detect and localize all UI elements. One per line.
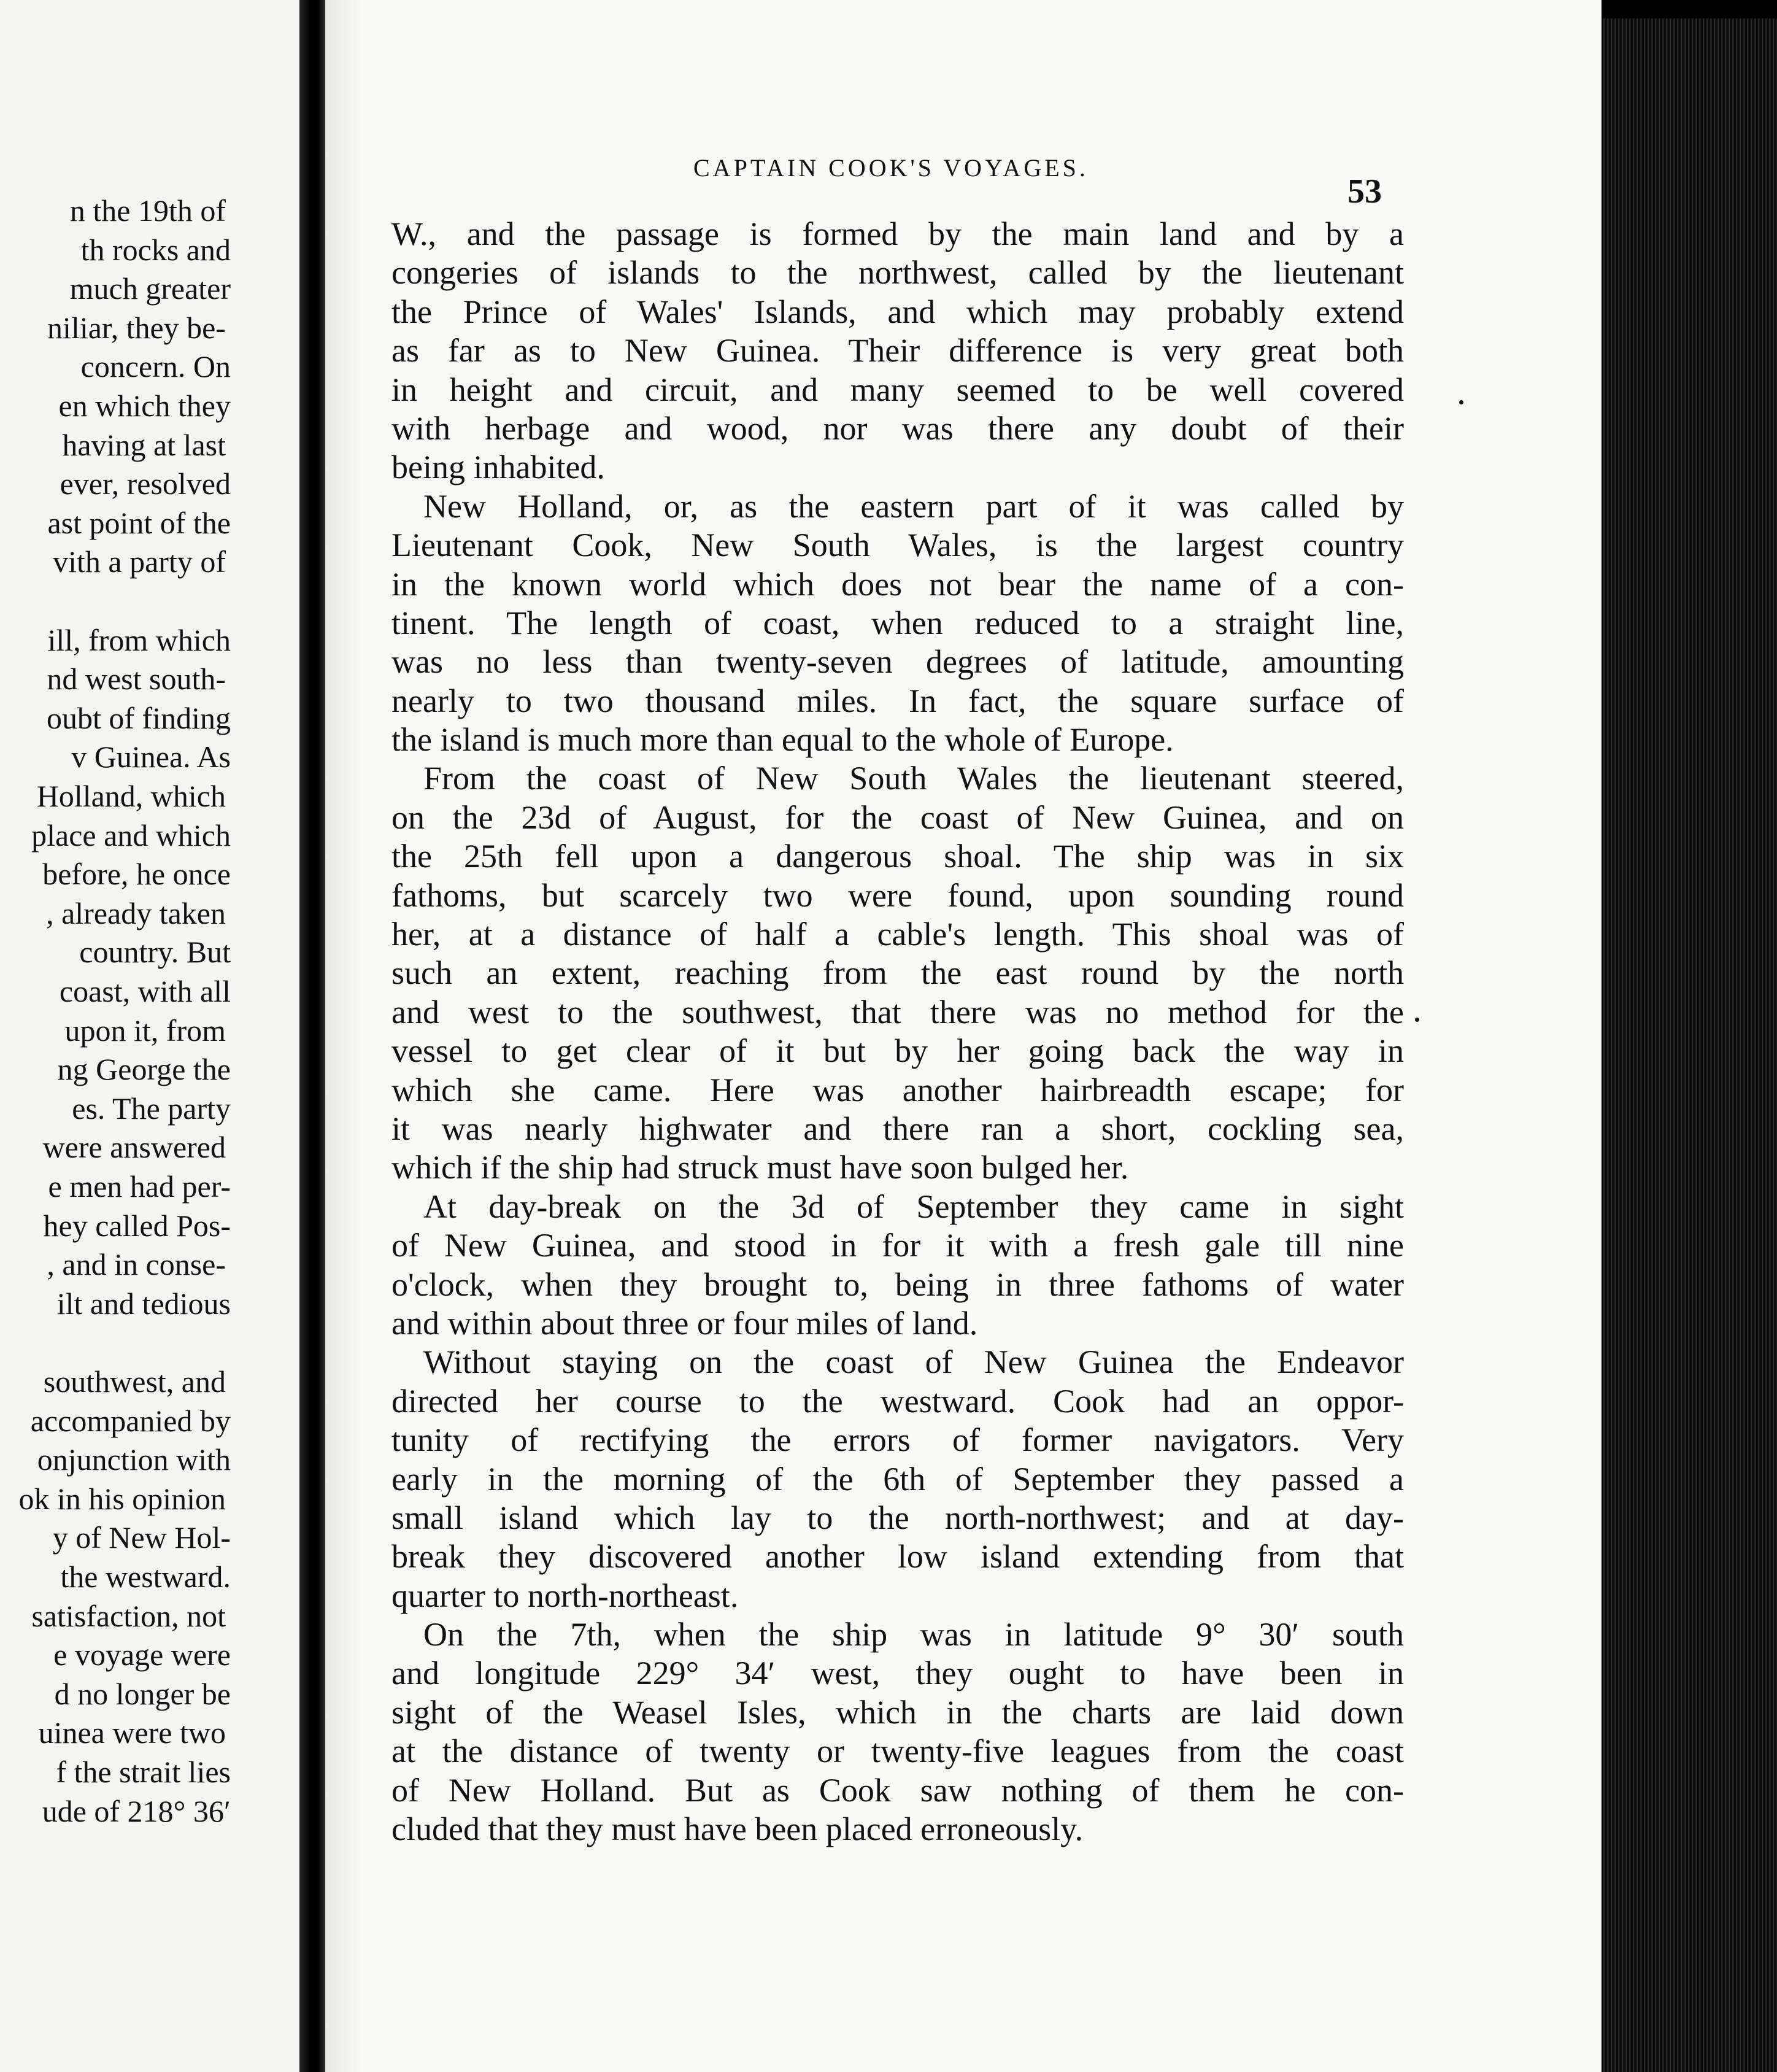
- text-line: fathoms, but scarcely two were found, upon sounding round: [391, 876, 1404, 914]
- left-text-line: e voyage were: [53, 1637, 231, 1672]
- text-line: small island which lay to the north-northwest; and at day-: [391, 1499, 1404, 1536]
- text-line: was no less than twenty-seven degrees of latitude, amounting: [391, 643, 1404, 681]
- left-text-line: es. The party: [72, 1091, 231, 1126]
- text-line: such an extent, reaching from the east round by the north: [391, 954, 1404, 992]
- running-head: CAPTAIN COOK'S VOYAGES.: [693, 154, 1089, 182]
- text-line: of New Guinea, and stood in for it with a fresh gale till nine: [391, 1227, 1404, 1264]
- text-line: of New Holland. But as Cook saw nothing of them he con-: [391, 1771, 1404, 1809]
- text-line: quarter to north-northeast.: [391, 1577, 739, 1614]
- left-text-line: y of New Hol-: [52, 1520, 231, 1555]
- left-text-line: e men had per-: [48, 1169, 231, 1204]
- text-line: her, at a distance of half a cable's length. This shoal was of: [391, 916, 1404, 953]
- right-page: [325, 0, 1602, 2072]
- left-text-line: d no longer be: [54, 1676, 231, 1711]
- left-text-line: satisfaction, not: [31, 1598, 226, 1633]
- left-text-line: th rocks and: [80, 232, 231, 267]
- book-gutter: [299, 0, 326, 2072]
- text-line: which she came. Here was another hairbreadth escape; for: [391, 1071, 1404, 1108]
- left-text-line: nd west south-: [47, 662, 226, 697]
- page-edges: [1602, 18, 1777, 2072]
- left-text-line: ast point of the: [47, 505, 231, 540]
- text-line: congeries of islands to the northwest, called by the lieutenant: [391, 254, 1404, 292]
- text-line: in the known world which does not bear the name of a con-: [391, 565, 1404, 603]
- left-text-line: having at last: [62, 427, 226, 462]
- left-text-line: accompanied by: [30, 1403, 231, 1438]
- text-line: which if the ship had struck must have soon bulged her.: [391, 1149, 1129, 1186]
- scan-speck: [1415, 1018, 1419, 1022]
- scan-speck: [1459, 400, 1463, 404]
- page-number: 53: [1347, 172, 1382, 211]
- text-line: at the distance of twenty or twenty-five leagues from the coast: [391, 1733, 1404, 1770]
- left-page-text: [0, 0, 299, 2072]
- left-text-line: n the 19th of: [69, 193, 226, 228]
- text-line: break they discovered another low island extending from that: [391, 1538, 1404, 1575]
- left-text-line: , and in conse-: [47, 1247, 226, 1282]
- text-line: and longitude 229° 34′ west, they ought to have been in: [391, 1655, 1404, 1692]
- text-line: tinent. The length of coast, when reduced to a straight line,: [391, 604, 1404, 641]
- left-text-line: concern. On: [80, 349, 231, 384]
- left-text-line: , already taken: [46, 895, 226, 930]
- text-line: New Holland, or, as the eastern part of it was called by: [423, 487, 1404, 525]
- left-text-line: upon it, from: [64, 1013, 226, 1048]
- left-text-line: place and which: [31, 818, 231, 852]
- text-line: and west to the southwest, that there was no method for the: [391, 993, 1404, 1030]
- left-text-line: vith a party of: [53, 544, 226, 579]
- left-text-line: f the strait lies: [56, 1755, 231, 1789]
- text-line: the 25th fell upon a dangerous shoal. The ship was in six: [391, 838, 1404, 875]
- text-line: directed her course to the westward. Cook had an oppor-: [391, 1382, 1404, 1420]
- text-line: cluded that they must have been placed erroneously.: [391, 1811, 1084, 1848]
- left-text-line: oubt of finding: [47, 700, 231, 735]
- text-line: the Prince of Wales' Islands, and which may probably extend: [391, 293, 1404, 330]
- left-text-line: ng George the: [57, 1052, 231, 1087]
- left-text-line: ude of 218° 36′: [42, 1793, 231, 1828]
- left-text-line: southwest, and: [43, 1364, 226, 1399]
- text-line: the island is much more than equal to the whole of Europe.: [391, 721, 1174, 759]
- left-text-line: ever, resolved: [60, 466, 231, 501]
- left-page-fragment: [0, 0, 299, 2072]
- left-text-line: ilt and tedious: [56, 1286, 231, 1321]
- text-line: it was nearly highwater and there ran a short, cockling sea,: [391, 1110, 1404, 1147]
- left-text-line: niliar, they be-: [47, 310, 226, 345]
- text-line: early in the morning of the 6th of September they passed a: [391, 1460, 1404, 1498]
- text-line: sight of the Weasel Isles, which in the charts are laid down: [391, 1693, 1404, 1731]
- text-line: being inhabited.: [391, 449, 605, 486]
- text-line: and within about three or four miles of land.: [391, 1304, 978, 1342]
- left-text-line: country. But: [79, 935, 231, 970]
- left-text-line: the westward.: [60, 1560, 231, 1594]
- text-line: W., and the passage is formed by the main land and by a: [391, 215, 1404, 252]
- left-text-line: en which they: [58, 388, 231, 423]
- text-line: Without staying on the coast of New Guinea the Endeavor: [423, 1343, 1404, 1381]
- text-line: tunity of rectifying the errors of former navigators. Very: [391, 1421, 1404, 1459]
- text-line: nearly to two thousand miles. In fact, the square surface of: [391, 682, 1404, 719]
- left-text-line: coast, with all: [59, 974, 231, 1008]
- text-line: Lieutenant Cook, New South Wales, is the largest country: [391, 527, 1404, 564]
- text-line: vessel to get clear of it but by her going back the way in: [391, 1032, 1404, 1070]
- left-text-line: before, he once: [42, 857, 231, 892]
- text-line: in height and circuit, and many seemed to be well covered: [391, 371, 1404, 408]
- text-line: on the 23d of August, for the coast of New Guinea, and on: [391, 798, 1404, 836]
- left-text-line: onjunction with: [37, 1442, 231, 1477]
- left-text-line: hey called Pos-: [43, 1208, 231, 1243]
- text-line: At day-break on the 3d of September they came in sight: [423, 1188, 1404, 1225]
- left-text-line: v Guinea. As: [71, 740, 231, 775]
- text-line: From the coast of New South Wales the lieutenant steered,: [423, 760, 1404, 797]
- left-text-line: ill, from which: [47, 622, 231, 657]
- text-line: as far as to New Guinea. Their difference is very great both: [391, 332, 1404, 369]
- text-line: On the 7th, when the ship was in latitude 9° 30′ south: [423, 1616, 1404, 1653]
- text-line: o'clock, when they brought to, being in three fathoms of water: [391, 1266, 1404, 1303]
- left-text-line: Holland, which: [36, 779, 226, 813]
- left-text-line: ok in his opinion: [18, 1481, 226, 1516]
- left-text-line: were answered: [42, 1130, 226, 1165]
- left-text-line: uinea were two: [38, 1715, 226, 1750]
- text-line: with herbage and wood, nor was there any doubt of their: [391, 409, 1404, 447]
- left-text-line: much greater: [69, 271, 231, 306]
- body-text: [391, 215, 1404, 1849]
